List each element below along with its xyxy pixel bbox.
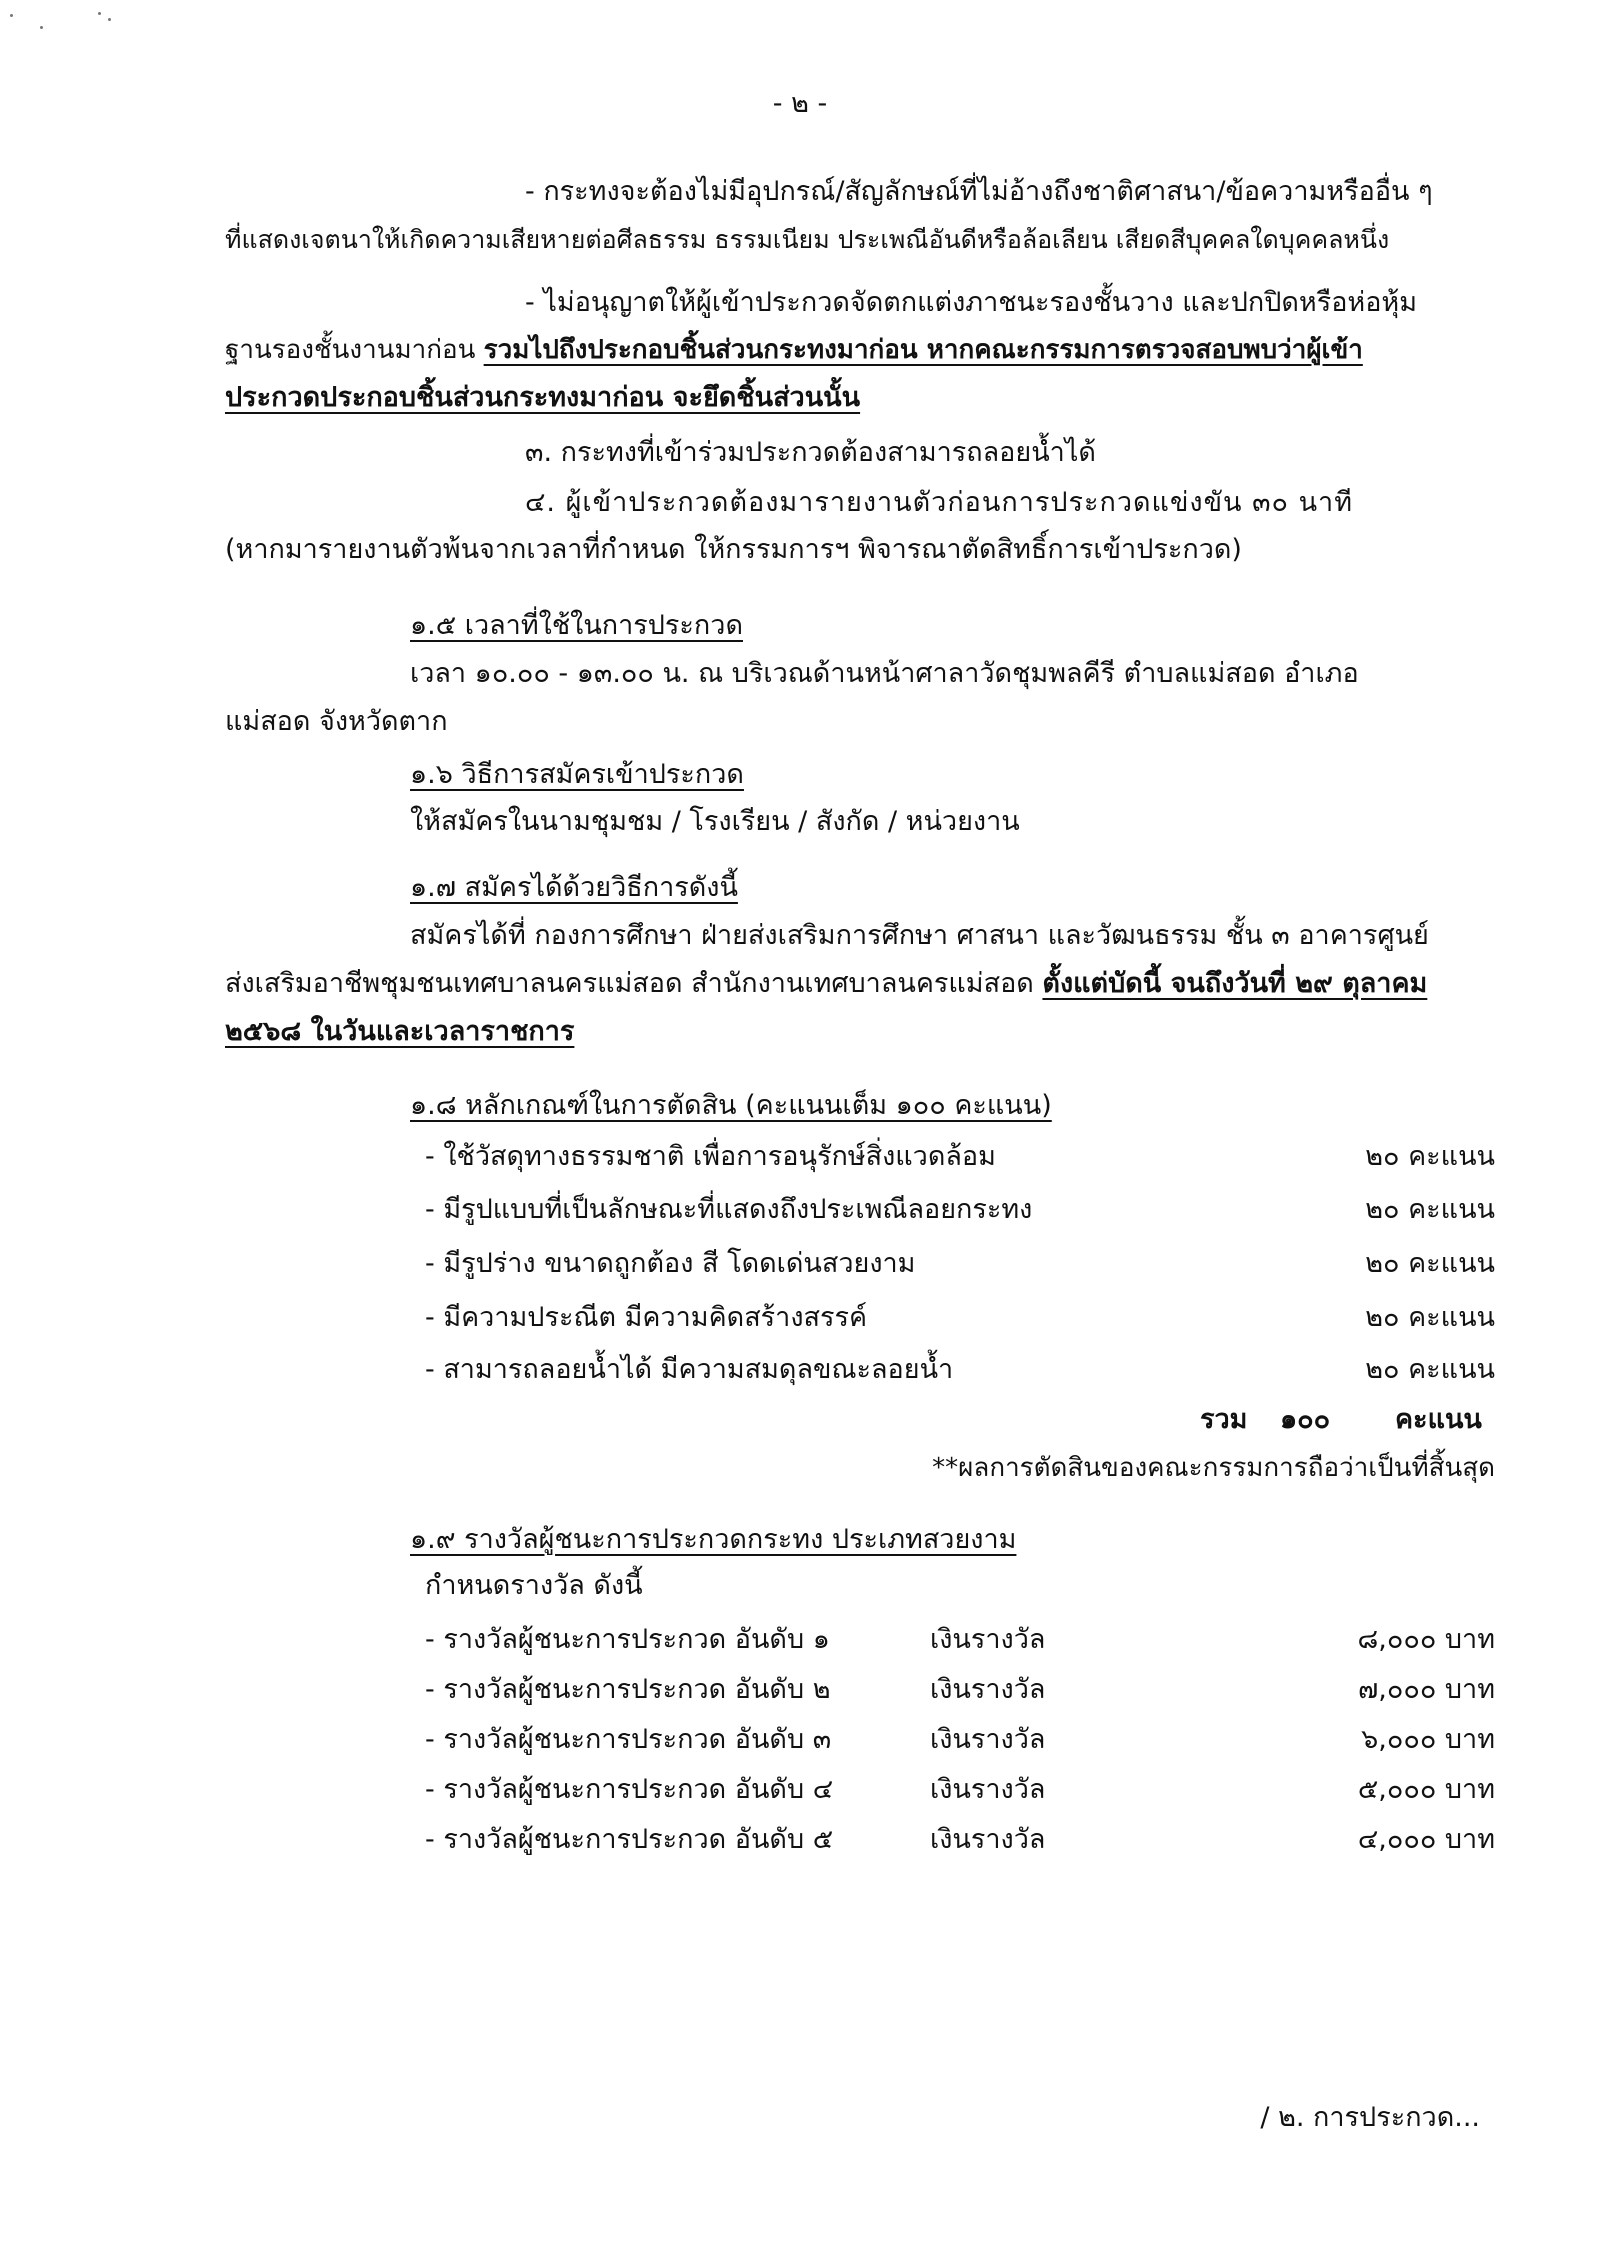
section-1-9-intro: กำหนดรางวัล ดังนี้ [425, 1570, 643, 1601]
criteria-label: - มีรูปร่าง ขนาดถูกต้อง สี โดดเด่นสวยงาม [425, 1248, 916, 1279]
criteria-score: ๒๐ คะแนน [1365, 1302, 1495, 1333]
criteria-note: **ผลการตัดสินของคณะกรรมการถือว่าเป็นที่สิ้นสุด [932, 1453, 1495, 1483]
prize-row [425, 1720, 1495, 1760]
section-1-7-heading: ๑.๗ สมัครได้ด้วยวิธีการดังนี้ [410, 872, 738, 903]
prize-row [425, 1620, 1495, 1660]
prize-amount: ๘,๐๐๐ บาท [1357, 1624, 1495, 1655]
criteria-label: - ใช้วัสดุทางธรรมชาติ เพื่อการอนุรักษ์สิ่งแวดล้อม [425, 1141, 996, 1172]
criteria-row [425, 1190, 1495, 1230]
section-1-7-line1: สมัครได้ที่ กองการศึกษา ฝ่ายส่งเสริมการศึกษา ศาสนา และวัฒนธรรม ชั้น ๓ อาคารศูนย์ [410, 920, 1429, 951]
prize-label: - รางวัลผู้ชนะการประกวด อันดับ ๒ [425, 1674, 831, 1705]
section-1-7-line2-b: ตั้งแต่บัดนี้ จนถึงวันที่ ๒๙ ตุลาคม [1042, 968, 1428, 999]
prize-amount: ๗,๐๐๐ บาท [1357, 1674, 1495, 1705]
prize-row [425, 1770, 1495, 1810]
prize-kind: เงินรางวัล [930, 1724, 1046, 1755]
criteria-score: ๒๐ คะแนน [1365, 1248, 1495, 1279]
criteria-score: ๒๐ คะแนน [1365, 1141, 1495, 1172]
para-prefab-rule-line2-b: รวมไปถึงประกอบชิ้นส่วนกระทงมาก่อน หากคณะกรรมการตรวจสอบพบว่าผู้เข้า [483, 335, 1363, 365]
section-1-9-heading: ๑.๙ รางวัลผู้ชนะการประกวดกระทง ประเภทสวยงาม [410, 1524, 1017, 1555]
prize-kind: เงินรางวัล [930, 1624, 1046, 1655]
criteria-row [425, 1298, 1495, 1338]
para-symbol-rule-line1: - กระทงจะต้องไม่มีอุปกรณ์/สัญลักษณ์ที่ไม่อ้างถึงชาติศาสนา/ข้อความหรืออื่น ๆ [525, 176, 1433, 207]
item-3: ๓. กระทงที่เข้าร่วมประกวดต้องสามารถลอยน้ำได้ [525, 437, 1096, 468]
prize-amount: ๕,๐๐๐ บาท [1357, 1774, 1495, 1805]
scan-artifact-dots [10, 8, 120, 38]
criteria-row [425, 1350, 1495, 1390]
continuation-footer: / ๒. การประกวด... [1260, 2102, 1480, 2133]
section-1-5-heading: ๑.๕ เวลาที่ใช้ในการประกวด [410, 610, 743, 641]
criteria-score: ๒๐ คะแนน [1365, 1194, 1495, 1225]
criteria-label: - สามารถลอยน้ำได้ มีความสมดุลขณะลอยน้ำ [425, 1354, 954, 1385]
prize-row [425, 1820, 1495, 1860]
criteria-row [425, 1244, 1495, 1284]
para-symbol-rule-line2: ที่แสดงเจตนาให้เกิดความเสียหายต่อศีลธรรม ธรรมเนียม ประเพณีอันดีหรือล้อเลียน เสียดสีบุคคลใดบุคคลหนึ่ง [225, 225, 1390, 254]
prize-kind: เงินรางวัล [930, 1824, 1046, 1855]
item-4-line1: ๔. ผู้เข้าประกวดต้องมารายงานตัวก่อนการประกวดแข่งขัน ๓๐ นาที [525, 487, 1354, 518]
criteria-total-label: รวม [1200, 1404, 1248, 1435]
prize-kind: เงินรางวัล [930, 1674, 1046, 1705]
prize-label: - รางวัลผู้ชนะการประกวด อันดับ ๕ [425, 1824, 834, 1855]
section-1-6-heading: ๑.๖ วิธีการสมัครเข้าประกวด [410, 759, 744, 790]
criteria-label: - มีรูปแบบที่เป็นลักษณะที่แสดงถึงประเพณีลอยกระทง [425, 1194, 1033, 1225]
prize-row [425, 1670, 1495, 1710]
prize-label: - รางวัลผู้ชนะการประกวด อันดับ ๔ [425, 1774, 834, 1805]
page-number: - ๒ - [772, 88, 828, 119]
section-1-5-line1: เวลา ๑๐.๐๐ - ๑๓.๐๐ น. ณ บริเวณด้านหน้าศาลาวัดชุมพลคีรี ตำบลแม่สอด อำเภอ [410, 658, 1359, 689]
section-1-8-heading: ๑.๘ หลักเกณฑ์ในการตัดสิน (คะแนนเต็ม ๑๐๐ คะแนน) [410, 1090, 1052, 1121]
prize-label: - รางวัลผู้ชนะการประกวด อันดับ ๑ [425, 1624, 830, 1655]
criteria-total-value: ๑๐๐ [1280, 1404, 1331, 1435]
prize-label: - รางวัลผู้ชนะการประกวด อันดับ ๓ [425, 1724, 832, 1755]
criteria-row [425, 1137, 1495, 1177]
criteria-total-unit: คะแนน [1395, 1404, 1482, 1435]
criteria-score: ๒๐ คะแนน [1365, 1354, 1495, 1385]
prize-amount: ๖,๐๐๐ บาท [1361, 1724, 1495, 1755]
item-4-line2: (หากมารายงานตัวพ้นจากเวลาที่กำหนด ให้กรรมการฯ พิจารณาตัดสิทธิ์การเข้าประกวด) [225, 534, 1242, 565]
para-prefab-rule-line1: - ไม่อนุญาตให้ผู้เข้าประกวดจัดตกแต่งภาชนะรองชั้นวาง และปกปิดหรือห่อหุ้ม [525, 287, 1418, 318]
para-prefab-rule-line2-a: ฐานรองชั้นงานมาก่อน [225, 335, 484, 365]
prize-kind: เงินรางวัล [930, 1774, 1046, 1805]
section-1-5-line2: แม่สอด จังหวัดตาก [225, 706, 448, 737]
section-1-6-line1: ให้สมัครในนามชุมชม / โรงเรียน / สังกัด / หน่วยงาน [410, 806, 1020, 837]
para-prefab-rule-line2 [225, 330, 1505, 370]
prize-amount: ๔,๐๐๐ บาท [1357, 1824, 1495, 1855]
section-1-7-line2-a: ส่งเสริมอาชีพชุมชนเทศบาลนครแม่สอด สำนักงานเทศบาลนครแม่สอด [225, 968, 1043, 999]
section-1-7-line3: ๒๕๖๘ ในวันและเวลาราชการ [225, 1016, 575, 1047]
criteria-label: - มีความประณีต มีความคิดสร้างสรรค์ [425, 1302, 868, 1333]
section-1-7-line2 [225, 964, 1505, 1004]
para-prefab-rule-line3: ประกวดประกอบชิ้นส่วนกระทงมาก่อน จะยึดชิ้นส่วนนั้น [225, 382, 861, 413]
